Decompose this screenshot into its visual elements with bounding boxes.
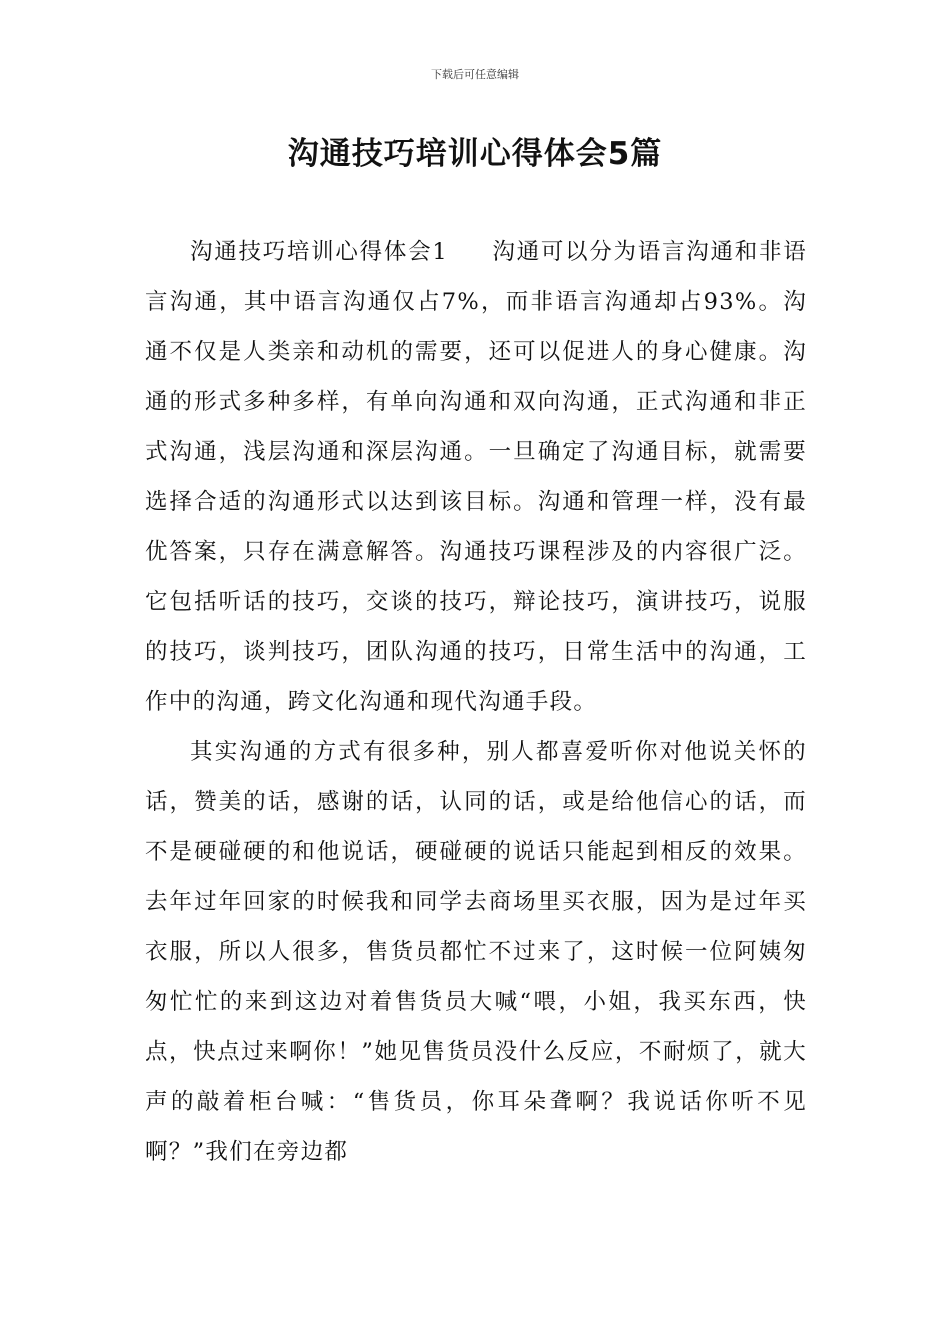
header-note: 下载后可任意编辑 xyxy=(431,68,519,81)
paragraph-1-text: 沟通可以分为语言沟通和非语言沟通，其中语言沟通仅占7%，而非语言沟通却占93%。沟通不仅是人类亲和动机的需要，还可以促进人的身心健康。沟通的形式多种多样，有单向沟通和双向沟通，正式沟通和非正式沟通，浅层沟通和深层沟通。一旦确定了沟通目标，就需要选择合适的沟通形式以达到该目标。沟通和管理一样，没有最优答案，只存在满意解答。沟通技巧课程涉及的内容很广泛。它包括听话的技巧，交谈的技巧，辩论技巧，演讲技巧，说服的技巧，谈判技巧，团队沟通的技巧，日常生活中的沟通，工作中的沟通，跨文化沟通和现代沟通手段。 xyxy=(145,239,807,715)
document-body xyxy=(145,227,807,1177)
paragraph-2: 其实沟通的方式有很多种，别人都喜爱听你对他说关怀的话，赞美的话，感谢的话，认同的话，或是给他信心的话，而不是硬碰硬的和他说话，硬碰硬的说话只能起到相反的效果。去年过年回家的时候我和同学去商场里买衣服，因为是过年买衣服，所以人很多，售货员都忙不过来了，这时候一位阿姨匆匆忙忙的来到这边对着售货员大喊“喂，小姐，我买东西，快点，快点过来啊你！”她见售货员没什么反应，不耐烦了，就大声的敲着柜台喊：“售货员，你耳朵聋啊？我说话你听不见啊？”我们在旁边都 xyxy=(145,739,807,1165)
paragraph-1 xyxy=(145,227,807,727)
section-heading: 沟通技巧培训心得体会1 xyxy=(190,239,448,265)
document-title: 沟通技巧培训心得体会5篇 xyxy=(287,136,663,172)
